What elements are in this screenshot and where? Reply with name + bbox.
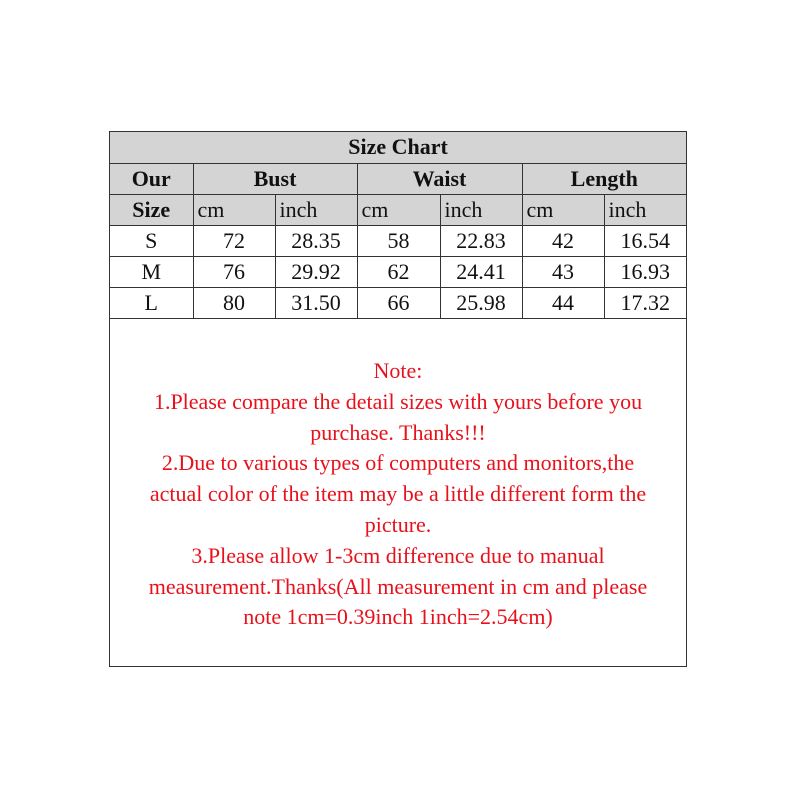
value-cell: 17.32 <box>604 287 686 318</box>
value-cell: 62 <box>357 256 440 287</box>
unit-header: cm <box>357 194 440 225</box>
table-title: Size Chart <box>110 132 686 163</box>
unit-header: inch <box>604 194 686 225</box>
note-line: purchase. Thanks!!! <box>310 419 486 445</box>
size-cell: S <box>110 225 193 256</box>
size-chart-table <box>110 132 686 319</box>
note-line: 3.Please allow 1-3cm difference due to manual <box>191 542 605 568</box>
table-row <box>110 287 686 318</box>
value-cell: 16.54 <box>604 225 686 256</box>
value-cell: 25.98 <box>440 287 522 318</box>
note-heading: Note: <box>373 358 423 383</box>
title-row <box>110 132 686 163</box>
unit-header: inch <box>440 194 522 225</box>
value-cell: 22.83 <box>440 225 522 256</box>
unit-header-row <box>110 194 686 225</box>
value-cell: 16.93 <box>604 256 686 287</box>
size-chart-frame <box>109 131 687 667</box>
bust-header: Bust <box>193 163 357 194</box>
size-cell: M <box>110 256 193 287</box>
unit-header: cm <box>193 194 275 225</box>
table-row <box>110 256 686 287</box>
value-cell: 24.41 <box>440 256 522 287</box>
waist-header: Waist <box>357 163 522 194</box>
length-header: Length <box>522 163 686 194</box>
notes-block <box>110 356 686 633</box>
table-row <box>110 225 686 256</box>
value-cell: 76 <box>193 256 275 287</box>
size-cell: L <box>110 287 193 318</box>
unit-header: cm <box>522 194 604 225</box>
size-header-our: Our <box>110 163 193 194</box>
size-header-size: Size <box>110 194 193 225</box>
value-cell: 43 <box>522 256 604 287</box>
note-line: picture. <box>364 511 432 537</box>
value-cell: 31.50 <box>275 287 357 318</box>
value-cell: 42 <box>522 225 604 256</box>
group-header-row <box>110 163 686 194</box>
value-cell: 29.92 <box>275 256 357 287</box>
note-line: 2.Due to various types of computers and monitors,the <box>161 450 635 476</box>
note-line: note 1cm=0.39inch 1inch=2.54cm) <box>243 604 553 630</box>
unit-header: inch <box>275 194 357 225</box>
value-cell: 66 <box>357 287 440 318</box>
value-cell: 44 <box>522 287 604 318</box>
value-cell: 80 <box>193 287 275 318</box>
note-line: actual color of the item may be a little different form the <box>149 481 647 507</box>
note-line: 1.Please compare the detail sizes with yours before you <box>153 388 643 414</box>
note-line: measurement.Thanks(All measurement in cm and please <box>148 573 648 599</box>
value-cell: 28.35 <box>275 225 357 256</box>
value-cell: 72 <box>193 225 275 256</box>
value-cell: 58 <box>357 225 440 256</box>
